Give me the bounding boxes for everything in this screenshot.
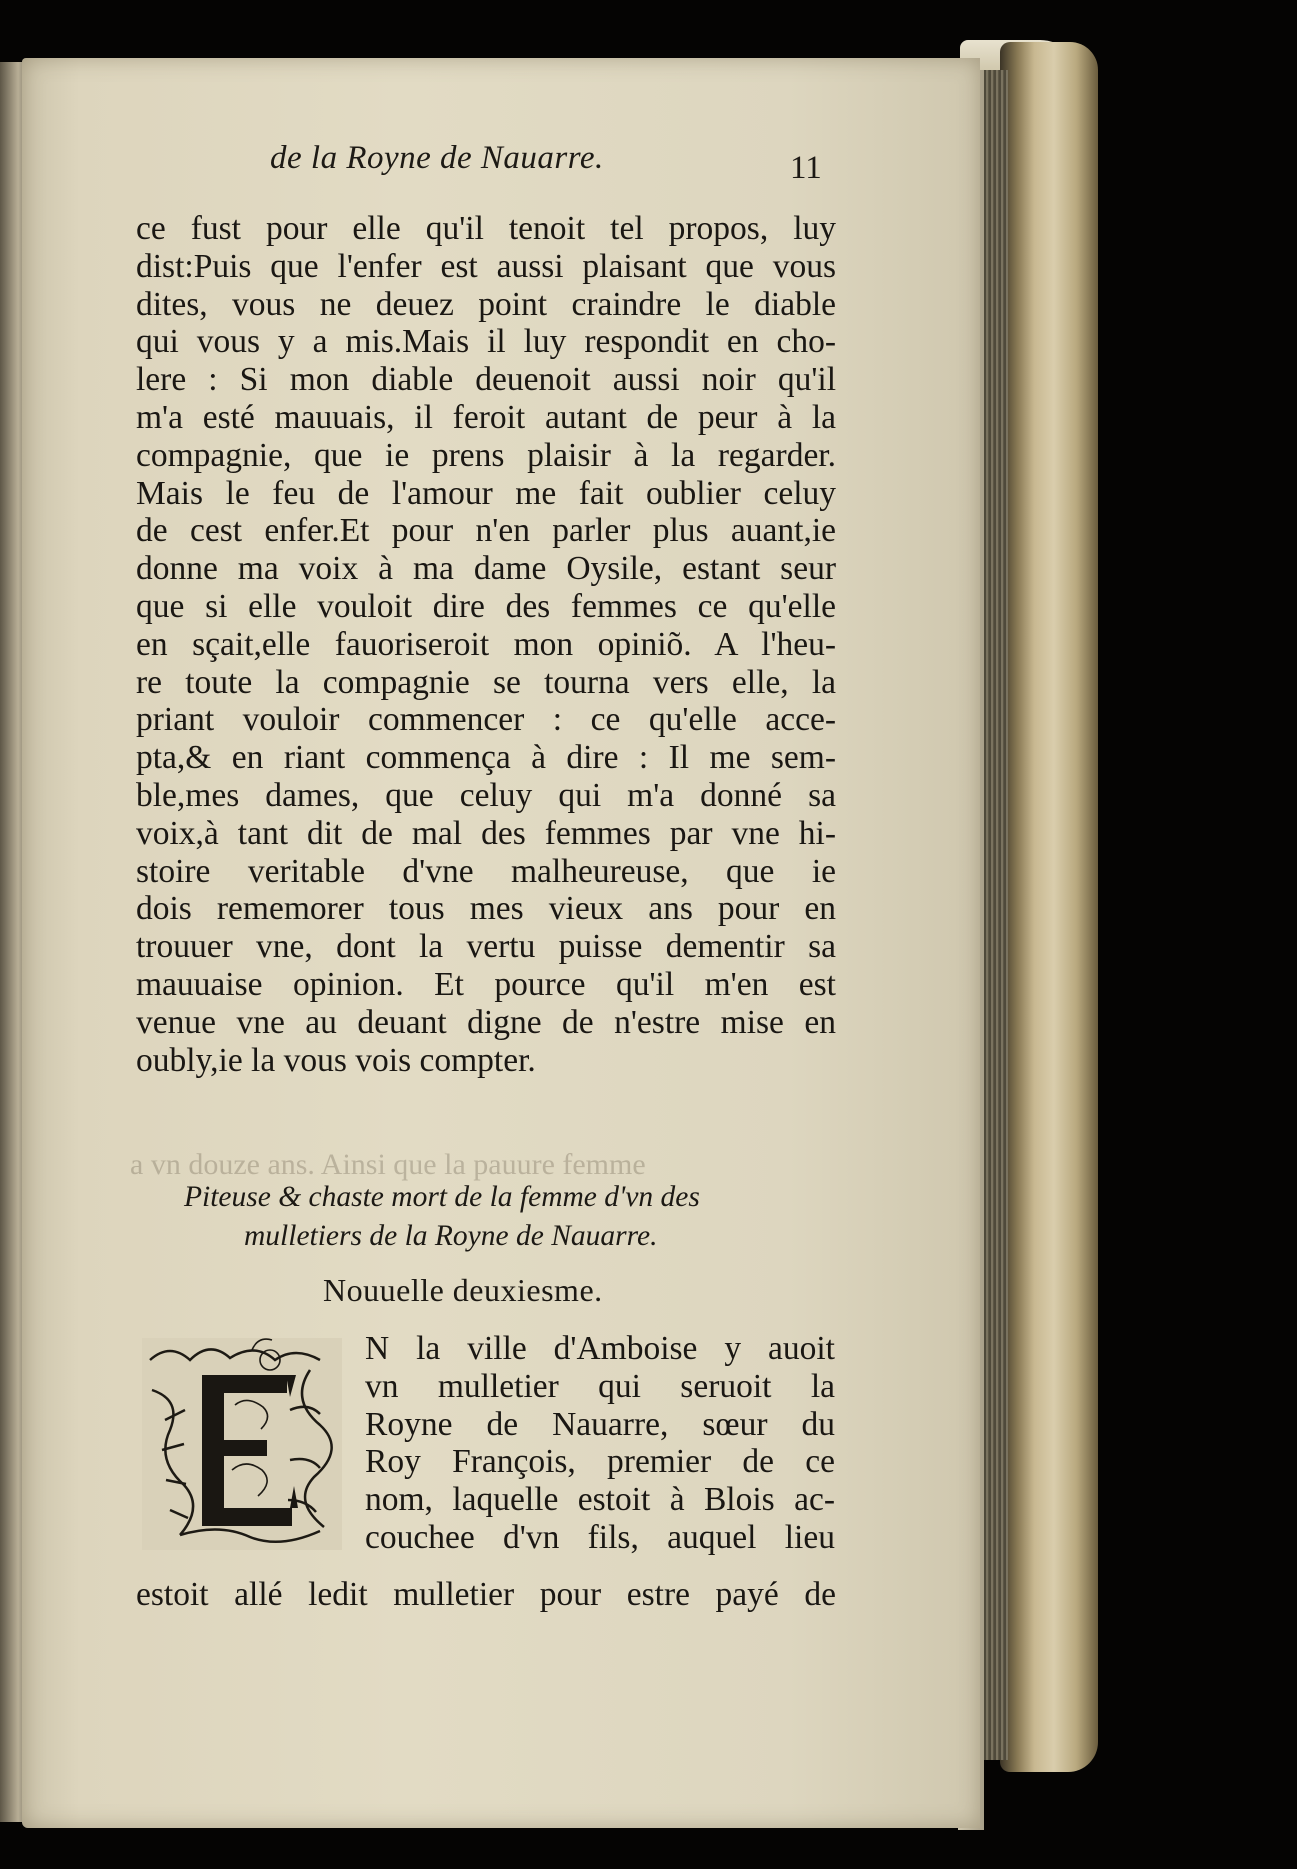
show-through-text: a vn douze ans. Ainsi que la pauure femme [130, 1148, 646, 1181]
running-head: de la Royne de Nauarre. [270, 140, 604, 176]
text-line: Roy François, premier de ce [365, 1443, 835, 1481]
text-line: oubly,ie la vous vois compter. [136, 1041, 536, 1079]
text-line: Royne de Nauarre, sœur du [365, 1405, 835, 1443]
text-line: stoire veritable d'vne malheureuse, que ie [136, 852, 836, 890]
text-line: N la ville d'Amboise y auoit [365, 1330, 835, 1367]
decorated-initial [140, 1330, 350, 1555]
text-line: ble,mes dames, que celuy qui m'a donné sa [136, 776, 836, 814]
story-opening [365, 1330, 835, 1557]
page-number: 11 [790, 150, 822, 186]
text-line: couchee d'vn fils, auquel lieu [365, 1518, 835, 1556]
text-line: vn mulletier qui seruoit la [365, 1367, 835, 1405]
text-line: nom, laquelle estoit à Blois ac- [365, 1481, 835, 1519]
text-line: re toute la compagnie se tourna vers elle, la [136, 663, 836, 701]
text-line: estoit allé ledit mulletier pour estre payé de [136, 1576, 836, 1613]
text-line: en sçait,elle fauoriseroit mon opiniõ. A l'heu- [136, 625, 836, 663]
text-line: de cest enfer.Et pour n'en parler plus auant,ie [136, 512, 836, 550]
text-line: lere : Si mon diable deuenoit aussi noir qu'il [136, 361, 836, 399]
text-line: mauuaise opinion. Et pource qu'il m'en est [136, 965, 836, 1003]
text-line: compagnie, que ie prens plaisir à la regarder. [136, 436, 836, 474]
text-line: donne ma voix à ma dame Oysile, estant seur [136, 550, 836, 588]
text-line: venue vne au deuant digne de n'estre mise en [136, 1003, 836, 1041]
story-rubric [184, 1178, 804, 1256]
body-text [136, 210, 836, 1079]
text-line: qui vous y a mis.Mais il luy respondit en cho- [136, 323, 836, 361]
text-line: ce fust pour elle qu'il tenoit tel propos, luy [136, 210, 836, 247]
rubric-line: mulletiers de la Royne de Nauarre. [244, 1220, 658, 1252]
vellum-binding [1000, 42, 1098, 1772]
text-line: pta,& en riant commença à dire : Il me sem- [136, 739, 836, 777]
text-line: priant vouloir commencer : ce qu'elle acce- [136, 701, 836, 739]
text-line: trouuer vne, dont la vertu puisse dementir sa [136, 928, 836, 966]
text-line: m'a esté mauuais, il feroit autant de peur à la [136, 398, 836, 436]
text-line: dites, vous ne deuez point craindre le diable [136, 285, 836, 323]
story-heading: Nouuelle deuxiesme. [323, 1272, 603, 1308]
woodcut-initial-icon [140, 1330, 350, 1555]
text-line: voix,à tant dit de mal des femmes par vne hi- [136, 814, 836, 852]
text-line: Mais le feu de l'amour me fait oublier celuy [136, 474, 836, 512]
text-line: dois rememorer tous mes vieux ans pour en [136, 890, 836, 928]
text-line: dist:Puis que l'enfer est aussi plaisant que vous [136, 247, 836, 285]
text-line: que si elle vouloit dire des femmes ce qu'elle [136, 587, 836, 625]
rubric-line: Piteuse & chaste mort de la femme d'vn des [184, 1181, 700, 1213]
